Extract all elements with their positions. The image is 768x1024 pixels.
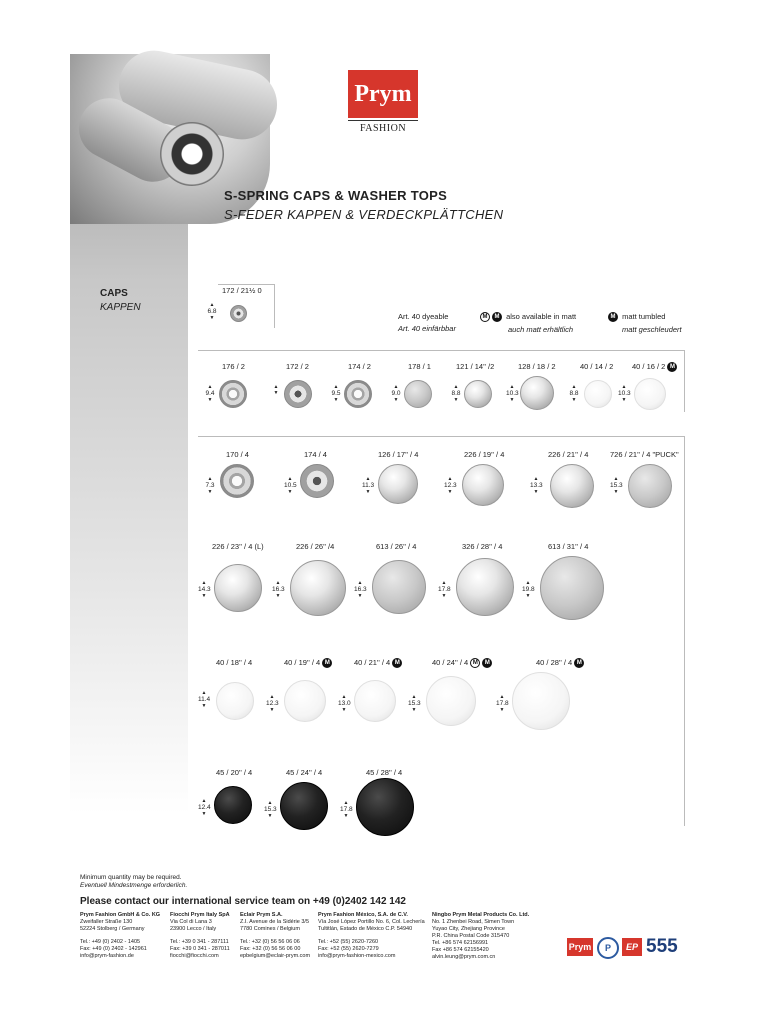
footer-ep-logo: EP [622, 938, 642, 956]
size-dim: ▲ 15.3 ▼ [264, 800, 276, 819]
legend-dyeable-text: Art. 40 dyeable [398, 312, 449, 321]
legend-dyeable [398, 312, 456, 333]
product-label: 226 / 23'' / 4 (L) [212, 542, 264, 551]
size-dim: ▲ 8.8 ▼ [568, 384, 580, 403]
snap-cap [219, 380, 247, 408]
product-label: 121 / 14'' /2 [456, 362, 495, 371]
snap-cap [456, 558, 514, 616]
product-label: 128 / 18 / 2 [518, 362, 556, 371]
snap-cap [354, 680, 396, 722]
section-caps-label: CAPS [100, 288, 128, 299]
product-label [536, 658, 586, 668]
snap-cap [216, 682, 254, 720]
product-label: 40 / 18'' / 4 [216, 658, 253, 667]
size-dim [270, 384, 282, 396]
snap-cap [426, 676, 476, 726]
address-line: 23900 Lecco / Italy [170, 926, 217, 932]
rule-row1-side [684, 350, 685, 412]
matt-outline-badge-icon: M [480, 312, 490, 322]
snap-cap [634, 378, 666, 410]
address-mail: info@prym-fashion.de [80, 953, 134, 959]
snap-cap [280, 782, 328, 830]
address-line: Z.I. Avenue de la Sidérie 3/5 [240, 919, 309, 925]
address-mexico [318, 912, 430, 960]
snap-cap [220, 464, 254, 498]
size-dim: ▲ 10.5 ▼ [284, 476, 296, 495]
snap-cap [284, 380, 312, 408]
product-label: 226 / 19'' / 4 [464, 450, 505, 459]
matt-badge-icon: M [574, 658, 584, 668]
matt-badge-icon: M [667, 362, 677, 372]
matt-badge-icon: M [322, 658, 332, 668]
page-number: 555 [646, 936, 678, 957]
snap-cap [214, 786, 252, 824]
address-line: Zweifaller Straße 130 [80, 919, 133, 925]
product-label: 170 / 4 [226, 450, 249, 459]
footer-prym-logo: Prym [567, 938, 593, 956]
size-dim: ▲ 12.3 ▼ [266, 694, 278, 713]
rule-main-side [684, 436, 685, 826]
tumbled-badge-icon: M [608, 312, 618, 322]
legend-matt-available-de: auch matt erhältlich [508, 325, 574, 335]
address-line: Vía José López Portillo No. 6, Col. Lechería [318, 919, 425, 925]
snap-cap [520, 376, 554, 410]
page-title: S-SPRING CAPS & WASHER TOPS [224, 188, 448, 203]
address-line: 7780 Comines / Belgium [240, 926, 300, 932]
snap-cap [356, 778, 414, 836]
address-company: Fiocchi Prym Italy SpA [170, 912, 230, 918]
prym-logo-subtitle: FASHION [348, 120, 418, 134]
snap-cap [512, 672, 570, 730]
address-line: 52224 Stolberg / Germany [80, 926, 145, 932]
snap-cap [372, 560, 426, 614]
address-mail: alvin.leung@prym.com.cn [432, 954, 496, 960]
min-quantity-note: Minimum quantity may be required. [80, 874, 182, 881]
product-label: 613 / 26'' / 4 [376, 542, 417, 551]
product-label: 45 / 28'' / 4 [366, 768, 403, 777]
snap-cap [628, 464, 672, 508]
product-label [284, 658, 334, 668]
legend-matt-available-text: also available in matt [506, 312, 577, 321]
snap-cap [550, 464, 594, 508]
product-label [354, 658, 404, 668]
section-kappen-label: KAPPEN [100, 302, 141, 313]
size-dim: ▲ 12.3 ▼ [444, 476, 456, 495]
prym-logo: Prym [348, 70, 418, 118]
address-tel: Tel.: +49 (0) 2402 - 1405 [80, 939, 141, 945]
page-subtitle: S-FEDER KAPPEN & VERDECKPLÄTTCHEN [224, 207, 504, 222]
snap-cap [464, 380, 492, 408]
size-dim: ▲ 9.4 ▼ [204, 384, 216, 403]
product-label: 174 / 4 [304, 450, 327, 459]
snap-cap [214, 564, 262, 612]
address-line: No. 1 Zhenbei Road, Simen Town [432, 919, 515, 925]
address-company: Prym Fashion GmbH & Co. KG [80, 912, 161, 918]
size-dim: ▲ 9.5 ▼ [330, 384, 342, 403]
product-label-text: 40 / 21'' / 4 [354, 658, 391, 667]
size-dim: ▲ 7.3 ▼ [204, 476, 216, 495]
product-label: 172 / 2 [286, 362, 309, 371]
product-label: 226 / 26'' /4 [296, 542, 335, 551]
address-tel: Tel.: +52 (55) 2620-7260 [318, 939, 379, 945]
rule-row0-top [218, 284, 274, 285]
product-label: 178 / 1 [408, 362, 431, 371]
size-dim: ▲ 6.8 ▼ [206, 302, 218, 321]
size-dim: ▲ 12.4 ▼ [198, 798, 210, 817]
address-company: Ningbo Prym Metal Products Co. Ltd. [432, 912, 530, 918]
size-dim: ▲ 14.3 ▼ [198, 580, 210, 599]
address-china [432, 912, 544, 961]
address-company: Prym Fashion México, S.A. de C.V. [318, 912, 408, 918]
snap-cap [462, 464, 504, 506]
product-label: 174 / 2 [348, 362, 371, 371]
address-tel: Tel. +86 574 62156991 [432, 940, 489, 946]
legend-dyeable-de: Art. 40 einfärbbar [398, 324, 456, 333]
size-dim: ▲ 16.3 ▼ [354, 580, 366, 599]
product-label: 45 / 20'' / 4 [216, 768, 253, 777]
product-label: 45 / 24'' / 4 [286, 768, 323, 777]
snap-cap [540, 556, 604, 620]
address-company: Eclair Prym S.A. [240, 912, 283, 918]
footer-circle-logo: P [597, 937, 619, 959]
matt-outline-badge-icon: M [470, 658, 480, 668]
size-dim: ▲ 9.0 ▼ [390, 384, 402, 403]
size-dim: ▲ 11.3 ▼ [362, 476, 374, 495]
product-label: 326 / 28'' / 4 [462, 542, 503, 551]
snap-cap [230, 305, 247, 322]
address-mail: epbelgium@eclair-prym.com [240, 953, 311, 959]
matt-badge-icon: M [492, 312, 502, 322]
address-line: P.R. China Postal Code 315470 [432, 933, 510, 939]
legend-matt-available [480, 312, 576, 334]
product-label [432, 658, 494, 668]
size-dim: ▲ 16.3 ▼ [272, 580, 284, 599]
size-dim: ▲ 10.3 ▼ [618, 384, 630, 403]
snap-cap [290, 560, 346, 616]
product-label: 613 / 31'' / 4 [548, 542, 589, 551]
size-dim: ▲ 15.3 ▼ [408, 694, 420, 713]
product-label: 126 / 17'' / 4 [378, 450, 419, 459]
snap-cap [404, 380, 432, 408]
address-line: Via Col di Lana 3 [170, 919, 212, 925]
address-mail: info@prym-fashion-mexico.com [318, 953, 396, 959]
legend-tumbled-de: matt geschleudert [622, 325, 682, 335]
address-fax: Fax +86 574 62155420 [432, 947, 489, 953]
product-label-text: 40 / 24'' / 4 [432, 658, 469, 667]
address-belgium [240, 912, 314, 960]
snap-cap [344, 380, 372, 408]
product-label-text: 40 / 28'' / 4 [536, 658, 573, 667]
contact-line: Please contact our international service team on +49 (0)2402 142 142 [80, 896, 406, 907]
size-dim: ▲ 10.3 ▼ [506, 384, 518, 403]
matt-badge-icon: M [482, 658, 492, 668]
rule-row1-top [198, 350, 684, 351]
snap-cap [284, 680, 326, 722]
snap-cap [378, 464, 418, 504]
product-label: 726 / 21'' / 4 "PUCK" [610, 450, 679, 459]
rule-row2-top [198, 436, 684, 437]
product-label: 176 / 2 [222, 362, 245, 371]
legend-matt-tumbled [608, 312, 682, 334]
rule-row0-side [274, 284, 275, 328]
address-fax: Fax: +39 0 341 - 287011 [170, 946, 230, 952]
address-mail: fiocchi@fiocchi.com [170, 953, 219, 959]
size-dim: ▲ 17.8 ▼ [496, 694, 508, 713]
size-dim: ▲ 19.8 ▼ [522, 580, 534, 599]
size-dim: ▲ 17.8 ▼ [438, 580, 450, 599]
address-line: Tultitlán, Estado de México C.P. 54940 [318, 926, 413, 932]
size-dim: ▲ 13.3 ▼ [530, 476, 542, 495]
size-dim: ▲ 15.3 ▼ [610, 476, 622, 495]
matt-badge-icon: M [392, 658, 402, 668]
product-label: 172 / 21½ 0 [222, 286, 262, 295]
min-quantity-note-de: Eventuell Mindestmenge erforderlich. [80, 882, 188, 889]
size-dim: ▲ 13.0 ▼ [338, 694, 350, 713]
size-dim: ▲ 8.8 ▼ [450, 384, 462, 403]
product-label [632, 362, 679, 372]
address-tel: Tel.: +39 0 341 - 287111 [170, 939, 229, 945]
address-fax: Fax: +52 (55) 2620-7279 [318, 946, 379, 952]
product-label-text: 40 / 16 / 2 [632, 362, 666, 371]
address-fax: Fax: +49 (0) 2402 - 142961 [80, 946, 147, 952]
product-label: 40 / 14 / 2 [580, 362, 614, 371]
address-line: Yuyao City, Zhejiang Province [432, 926, 505, 932]
address-germany [80, 912, 170, 960]
size-dim: ▲ 11.4 ▼ [198, 690, 210, 709]
snap-cap [584, 380, 612, 408]
product-label-text: 40 / 19'' / 4 [284, 658, 321, 667]
size-dim: ▲ 17.8 ▼ [340, 800, 352, 819]
product-label: 226 / 21'' / 4 [548, 450, 589, 459]
address-fax: Fax: +32 (0) 56 56 06 00 [240, 946, 301, 952]
snap-cap [300, 464, 334, 498]
address-tel: Tel.: +32 (0) 56 56 06 06 [240, 939, 300, 945]
legend-tumbled-text: matt tumbled [622, 312, 666, 321]
